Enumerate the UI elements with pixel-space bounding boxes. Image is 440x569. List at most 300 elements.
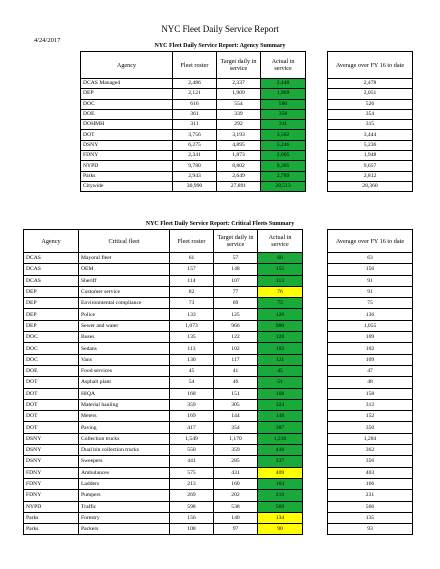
critical-fleet-cell: Mayoral fleet xyxy=(79,253,170,264)
table-row xyxy=(81,151,413,161)
critical-summary-table xyxy=(23,229,413,535)
fleet-roster-cell: 361 xyxy=(173,109,217,119)
actual-cell: 5,246 xyxy=(261,140,306,150)
gap-cell xyxy=(306,130,328,140)
table-row xyxy=(24,253,413,264)
average-cell: 28,360 xyxy=(328,181,413,191)
actual-cell: 416 xyxy=(258,445,303,456)
gap-cell xyxy=(306,181,328,191)
agency-summary-header-row xyxy=(81,52,413,79)
fleet-roster-cell: 213 xyxy=(170,478,214,489)
fleet-roster-cell: 130 xyxy=(170,354,214,365)
critical-fleet-cell: Meters xyxy=(79,411,170,422)
agency-cell: NYPD xyxy=(81,161,173,171)
target-cell: 2,337 xyxy=(217,79,261,89)
gap-cell xyxy=(303,411,328,422)
table-row xyxy=(24,478,413,489)
header-gap xyxy=(303,230,328,253)
critical-summary-body xyxy=(24,253,413,535)
target-cell: 354 xyxy=(214,422,258,433)
agency-cell: DEP xyxy=(24,309,79,320)
gap-cell xyxy=(303,433,328,444)
fleet-roster-cell: 3,756 xyxy=(173,130,217,140)
target-cell: 305 xyxy=(214,399,258,410)
average-cell: 231 xyxy=(328,490,413,501)
actual-cell: 128 xyxy=(258,332,303,343)
average-cell: 2,478 xyxy=(328,79,413,89)
critical-fleet-cell: Customer service xyxy=(79,286,170,297)
actual-cell: 76 xyxy=(258,286,303,297)
target-cell: 966 xyxy=(214,320,258,331)
average-cell: 47 xyxy=(328,365,413,376)
actual-cell: 121 xyxy=(258,354,303,365)
critical-fleet-cell: Sewer and water xyxy=(79,320,170,331)
gap-cell xyxy=(303,264,328,275)
fleet-roster-cell: 2,121 xyxy=(173,89,217,99)
target-cell: 27,891 xyxy=(217,181,261,191)
fleet-roster-cell: 114 xyxy=(170,275,214,286)
header-gap xyxy=(306,52,328,79)
gap-cell xyxy=(303,388,328,399)
actual-cell: 2,789 xyxy=(261,171,306,181)
header-average: Average over FY 16 to date xyxy=(328,230,413,253)
gap-cell xyxy=(303,343,328,354)
agency-cell: DSNY xyxy=(81,140,173,150)
gap-cell xyxy=(306,161,328,171)
average-cell: 158 xyxy=(328,388,413,399)
fleet-roster-cell: 73 xyxy=(170,298,214,309)
table-row xyxy=(81,99,413,109)
gap-cell xyxy=(303,501,328,512)
actual-cell: 102 xyxy=(258,343,303,354)
agency-cell: DSNY xyxy=(24,456,79,467)
average-cell: 93 xyxy=(328,524,413,535)
actual-cell: 409 xyxy=(258,467,303,478)
target-cell: 107 xyxy=(214,275,258,286)
gap-cell xyxy=(303,298,328,309)
actual-cell: 387 xyxy=(258,422,303,433)
average-cell: 135 xyxy=(328,512,413,523)
target-cell: 57 xyxy=(214,253,258,264)
gap-cell xyxy=(303,467,328,478)
average-cell: 356 xyxy=(328,456,413,467)
agency-cell: Parks xyxy=(81,171,173,181)
fleet-roster-cell: 441 xyxy=(170,456,214,467)
table-row xyxy=(81,89,413,99)
gap-cell xyxy=(306,120,328,130)
agency-cell: DEP xyxy=(24,298,79,309)
average-cell: 566 xyxy=(328,501,413,512)
critical-summary-header-row xyxy=(24,230,413,253)
header-target: Target daily in service xyxy=(217,52,261,79)
actual-cell: 980 xyxy=(258,320,303,331)
table-row xyxy=(24,377,413,388)
target-cell: 2,649 xyxy=(217,171,261,181)
average-cell: 1,284 xyxy=(328,433,413,444)
agency-cell: DEP xyxy=(81,89,173,99)
critical-fleet-cell: Vans xyxy=(79,354,170,365)
critical-fleet-cell: OEM xyxy=(79,264,170,275)
agency-cell: DCAS Managed xyxy=(81,79,173,89)
critical-fleet-cell: Ambulances xyxy=(79,467,170,478)
agency-cell: Citywide xyxy=(81,181,173,191)
agency-cell: DOHMH xyxy=(81,120,173,130)
gap-cell xyxy=(306,79,328,89)
actual-cell: 148 xyxy=(258,411,303,422)
agency-cell: DSNY xyxy=(24,433,79,444)
target-cell: 97 xyxy=(214,524,258,535)
average-cell: 109 xyxy=(328,332,413,343)
table-row xyxy=(24,524,413,535)
target-cell: 46 xyxy=(214,377,258,388)
target-cell: 160 xyxy=(214,478,258,489)
average-cell: 136 xyxy=(328,309,413,320)
agency-cell: DEP xyxy=(24,320,79,331)
report-date: 4/24/2017 xyxy=(34,37,61,44)
agency-cell: DOT xyxy=(24,388,79,399)
actual-cell: 164 xyxy=(258,478,303,489)
header-critical-fleet: Critical fleet xyxy=(79,230,170,253)
table-row xyxy=(24,309,413,320)
header-average: Average over FY 16 to date xyxy=(328,52,413,79)
gap-cell xyxy=(306,109,328,119)
table-row xyxy=(81,140,413,150)
critical-fleet-cell: Forestry xyxy=(79,512,170,523)
average-cell: 526 xyxy=(328,99,413,109)
fleet-roster-cell: 616 xyxy=(173,99,217,109)
target-cell: 1,909 xyxy=(217,89,261,99)
agency-summary-title: NYC Fleet Daily Service Report: Agency Summary xyxy=(154,43,286,49)
average-cell: 1,948 xyxy=(328,151,413,161)
fleet-roster-cell: 550 xyxy=(170,445,214,456)
fleet-roster-cell: 311 xyxy=(173,120,217,130)
fleet-roster-cell: 168 xyxy=(170,388,214,399)
target-cell: 8,802 xyxy=(217,161,261,171)
fleet-roster-cell: 2,943 xyxy=(173,171,217,181)
actual-cell: 219 xyxy=(258,490,303,501)
gap-cell xyxy=(303,253,328,264)
gap-cell xyxy=(306,89,328,99)
fleet-roster-cell: 9,780 xyxy=(173,161,217,171)
actual-cell: 337 xyxy=(258,456,303,467)
fleet-roster-cell: 30,990 xyxy=(173,181,217,191)
gap-cell xyxy=(303,524,328,535)
target-cell: 125 xyxy=(214,309,258,320)
actual-cell: 358 xyxy=(261,109,306,119)
table-row xyxy=(24,388,413,399)
header-fleet-roster: Fleet roster xyxy=(173,52,217,79)
table-row xyxy=(24,365,413,376)
target-cell: 3,193 xyxy=(217,130,261,140)
fleet-roster-cell: 269 xyxy=(170,490,214,501)
agency-cell: DOC xyxy=(81,99,173,109)
agency-cell: DOT xyxy=(81,130,173,140)
average-cell: 63 xyxy=(328,253,413,264)
average-cell: 166 xyxy=(328,478,413,489)
gap-cell xyxy=(306,171,328,181)
gap-cell xyxy=(303,377,328,388)
target-cell: 148 xyxy=(214,264,258,275)
target-cell: 1,873 xyxy=(217,151,261,161)
target-cell: 554 xyxy=(217,99,261,109)
critical-fleet-cell: Traffic xyxy=(79,501,170,512)
fleet-roster-cell: 1,549 xyxy=(170,433,214,444)
critical-fleet-cell: Material hauling xyxy=(79,399,170,410)
average-cell: 2,812 xyxy=(328,171,413,181)
gap-cell xyxy=(306,99,328,109)
average-cell: 3,444 xyxy=(328,130,413,140)
table-row xyxy=(24,512,413,523)
table-row xyxy=(81,79,413,89)
actual-cell: 2,005 xyxy=(261,151,306,161)
table-row xyxy=(24,411,413,422)
header-target: Target daily in service xyxy=(214,230,258,253)
average-cell: 2,051 xyxy=(328,89,413,99)
target-cell: 41 xyxy=(214,365,258,376)
target-cell: 4,895 xyxy=(217,140,261,150)
actual-cell: 1,230 xyxy=(258,433,303,444)
table-row xyxy=(24,286,413,297)
table-row xyxy=(24,399,413,410)
actual-cell: 113 xyxy=(258,275,303,286)
critical-fleet-cell: Police xyxy=(79,309,170,320)
table-row xyxy=(24,343,413,354)
average-cell: 362 xyxy=(328,445,413,456)
gap-cell xyxy=(306,151,328,161)
average-cell: 9,657 xyxy=(328,161,413,171)
gap-cell xyxy=(303,422,328,433)
critical-fleet-cell: Packers xyxy=(79,524,170,535)
average-cell: 152 xyxy=(328,411,413,422)
actual-cell: 2,448 xyxy=(261,79,306,89)
critical-fleet-cell: Buses xyxy=(79,332,170,343)
fleet-roster-cell: 2,341 xyxy=(173,151,217,161)
fleet-roster-cell: 2,486 xyxy=(173,79,217,89)
actual-cell: 28,513 xyxy=(261,181,306,191)
critical-fleet-cell: Pumpers xyxy=(79,490,170,501)
target-cell: 69 xyxy=(214,298,258,309)
agency-summary-body xyxy=(81,79,413,192)
average-cell: 75 xyxy=(328,298,413,309)
average-cell: 403 xyxy=(328,467,413,478)
table-row xyxy=(81,171,413,181)
critical-fleet-cell: Paving xyxy=(79,422,170,433)
header-agency: Agency xyxy=(24,230,79,253)
agency-cell: FDNY xyxy=(24,478,79,489)
gap-cell xyxy=(303,445,328,456)
gap-cell xyxy=(303,478,328,489)
fleet-roster-cell: 61 xyxy=(170,253,214,264)
target-cell: 77 xyxy=(214,286,258,297)
agency-cell: FDNY xyxy=(24,490,79,501)
fleet-roster-cell: 169 xyxy=(170,411,214,422)
table-row xyxy=(81,130,413,140)
average-cell: 91 xyxy=(328,275,413,286)
agency-cell: DOT xyxy=(24,411,79,422)
header-agency: Agency xyxy=(81,52,173,79)
agency-cell: DOC xyxy=(24,343,79,354)
target-cell: 102 xyxy=(214,343,258,354)
actual-cell: 1,969 xyxy=(261,89,306,99)
header-actual: Actual in service xyxy=(258,230,303,253)
target-cell: 292 xyxy=(217,120,261,130)
critical-fleet-cell: Collection trucks xyxy=(79,433,170,444)
actual-cell: 324 xyxy=(258,399,303,410)
gap-cell xyxy=(303,399,328,410)
actual-cell: 311 xyxy=(261,120,306,130)
table-row xyxy=(24,298,413,309)
critical-fleet-cell: Asphalt plant xyxy=(79,377,170,388)
table-row xyxy=(24,433,413,444)
table-row xyxy=(24,275,413,286)
report-title: NYC Fleet Daily Service Report xyxy=(161,24,279,34)
table-row xyxy=(81,120,413,130)
table-row xyxy=(81,109,413,119)
fleet-roster-cell: 1,073 xyxy=(170,320,214,331)
average-cell: 1,055 xyxy=(328,320,413,331)
gap-cell xyxy=(303,490,328,501)
actual-cell: 155 xyxy=(258,264,303,275)
agency-cell: DOC xyxy=(24,332,79,343)
critical-fleet-cell: Environmental compliance xyxy=(79,298,170,309)
table-row xyxy=(24,354,413,365)
target-cell: 117 xyxy=(214,354,258,365)
critical-summary-title: NYC Fleet Daily Service Report: Critical Fleets Summary xyxy=(145,221,295,227)
target-cell: 431 xyxy=(214,467,258,478)
fleet-roster-cell: 157 xyxy=(170,264,214,275)
fleet-roster-cell: 108 xyxy=(170,524,214,535)
agency-cell: DOE xyxy=(24,365,79,376)
actual-cell: 9,305 xyxy=(261,161,306,171)
target-cell: 359 xyxy=(214,445,258,456)
average-cell: 350 xyxy=(328,422,413,433)
fleet-roster-cell: 156 xyxy=(170,512,214,523)
table-row xyxy=(81,181,413,191)
actual-cell: 45 xyxy=(258,365,303,376)
actual-cell: 580 xyxy=(261,99,306,109)
table-row xyxy=(24,501,413,512)
table-row xyxy=(24,320,413,331)
gap-cell xyxy=(303,309,328,320)
agency-cell: Parks xyxy=(24,524,79,535)
fleet-roster-cell: 135 xyxy=(170,332,214,343)
agency-cell: DSNY xyxy=(24,445,79,456)
target-cell: 1,170 xyxy=(214,433,258,444)
agency-cell: DOT xyxy=(24,377,79,388)
average-cell: 102 xyxy=(328,343,413,354)
actual-cell: 168 xyxy=(258,388,303,399)
critical-fleet-cell: HIQA xyxy=(79,388,170,399)
actual-cell: 569 xyxy=(258,501,303,512)
actual-cell: 3,502 xyxy=(261,130,306,140)
agency-cell: NYPD xyxy=(24,501,79,512)
target-cell: 339 xyxy=(217,109,261,119)
table-row xyxy=(24,332,413,343)
actual-cell: 134 xyxy=(258,512,303,523)
critical-fleet-cell: Food services xyxy=(79,365,170,376)
header-fleet-roster: Fleet roster xyxy=(170,230,214,253)
fleet-roster-cell: 54 xyxy=(170,377,214,388)
target-cell: 140 xyxy=(214,512,258,523)
agency-cell: DCAS xyxy=(24,275,79,286)
fleet-roster-cell: 575 xyxy=(170,467,214,478)
gap-cell xyxy=(303,365,328,376)
gap-cell xyxy=(306,140,328,150)
agency-cell: DCAS xyxy=(24,264,79,275)
average-cell: 312 xyxy=(328,399,413,410)
table-row xyxy=(24,467,413,478)
target-cell: 122 xyxy=(214,332,258,343)
average-cell: 91 xyxy=(328,286,413,297)
average-cell: 109 xyxy=(328,354,413,365)
fleet-roster-cell: 598 xyxy=(170,501,214,512)
table-row xyxy=(24,422,413,433)
gap-cell xyxy=(303,512,328,523)
table-row xyxy=(24,445,413,456)
fleet-roster-cell: 45 xyxy=(170,365,214,376)
target-cell: 538 xyxy=(214,501,258,512)
average-cell: 5,236 xyxy=(328,140,413,150)
average-cell: 156 xyxy=(328,264,413,275)
actual-cell: 126 xyxy=(258,309,303,320)
average-cell: 315 xyxy=(328,120,413,130)
average-cell: 48 xyxy=(328,377,413,388)
gap-cell xyxy=(303,332,328,343)
gap-cell xyxy=(303,320,328,331)
critical-fleet-cell: Sweepers xyxy=(79,456,170,467)
gap-cell xyxy=(303,275,328,286)
fleet-roster-cell: 133 xyxy=(170,309,214,320)
fleet-roster-cell: 359 xyxy=(170,399,214,410)
target-cell: 285 xyxy=(214,456,258,467)
agency-cell: DOT xyxy=(24,399,79,410)
fleet-roster-cell: 6,275 xyxy=(173,140,217,150)
critical-fleet-cell: Sheriff xyxy=(79,275,170,286)
target-cell: 144 xyxy=(214,411,258,422)
target-cell: 202 xyxy=(214,490,258,501)
gap-cell xyxy=(303,286,328,297)
table-row xyxy=(24,264,413,275)
actual-cell: 60 xyxy=(258,253,303,264)
fleet-roster-cell: 417 xyxy=(170,422,214,433)
table-row xyxy=(81,161,413,171)
critical-fleet-cell: Dual bin collection trucks xyxy=(79,445,170,456)
critical-fleet-cell: Sedans xyxy=(79,343,170,354)
agency-cell: FDNY xyxy=(81,151,173,161)
agency-cell: DEP xyxy=(24,286,79,297)
agency-cell: DOC xyxy=(24,354,79,365)
gap-cell xyxy=(303,354,328,365)
header-actual: Actual in service xyxy=(261,52,306,79)
table-row xyxy=(24,490,413,501)
agency-cell: DOT xyxy=(24,422,79,433)
fleet-roster-cell: 113 xyxy=(170,343,214,354)
table-row xyxy=(24,456,413,467)
agency-cell: DCAS xyxy=(24,253,79,264)
agency-summary-table xyxy=(80,51,413,192)
critical-fleet-cell: Ladders xyxy=(79,478,170,489)
average-cell: 354 xyxy=(328,109,413,119)
agency-cell: FDNY xyxy=(24,467,79,478)
agency-cell: DOE xyxy=(81,109,173,119)
actual-cell: 51 xyxy=(258,377,303,388)
target-cell: 151 xyxy=(214,388,258,399)
fleet-roster-cell: 82 xyxy=(170,286,214,297)
gap-cell xyxy=(303,456,328,467)
actual-cell: 73 xyxy=(258,298,303,309)
agency-cell: Parks xyxy=(24,512,79,523)
actual-cell: 90 xyxy=(258,524,303,535)
